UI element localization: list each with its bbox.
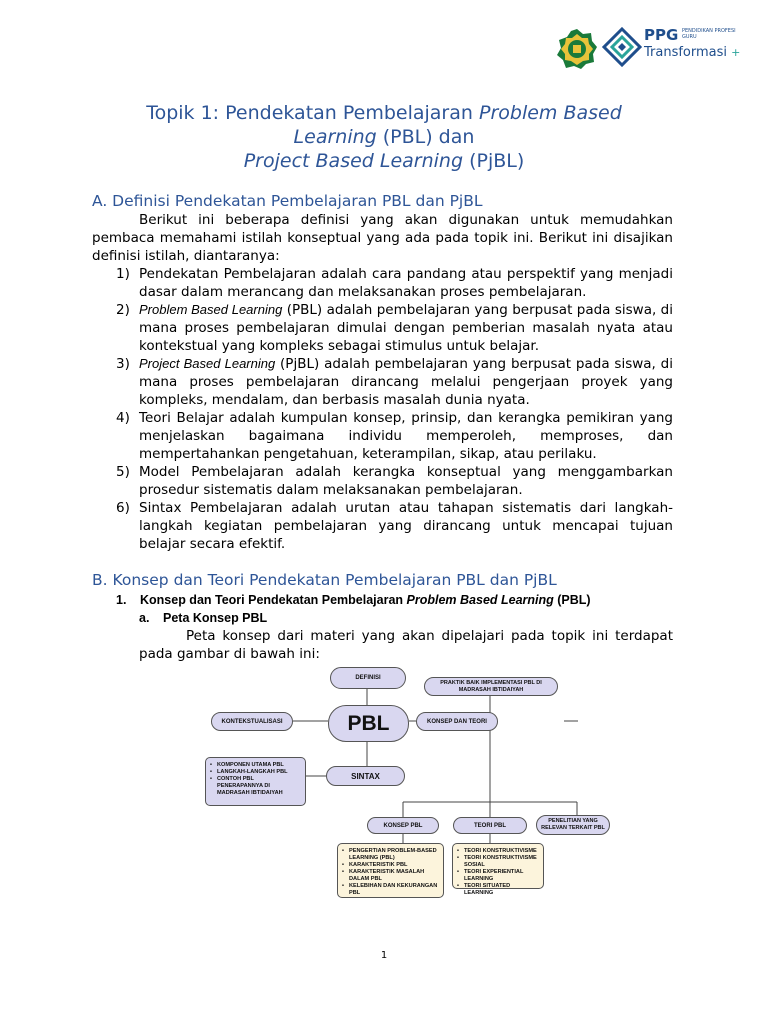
title-line1-plain: Topik 1: Pendekatan Pembelajaran bbox=[146, 102, 479, 124]
title-line3-plain: (PjBL) bbox=[463, 150, 525, 172]
list-item: • TEORI SITUATED LEARNING bbox=[457, 883, 538, 897]
list-item-number: 4) bbox=[116, 410, 130, 426]
list-item-text: Pendekatan Pembelajaran adalah cara pandang atau perspektif yang menjadi dasar dalam merancang dan melaksanakan proses pembelajaran. bbox=[139, 266, 673, 300]
ppg-small-text: PENDIDIKAN PROFESI GURU bbox=[682, 28, 736, 40]
list-item: • TEORI KONSTRUKTIVISME SOSIAL bbox=[457, 855, 538, 869]
list-item-italic: Project Based Learning bbox=[139, 356, 276, 371]
list-item-number: 3) bbox=[116, 356, 130, 372]
list-item: • PENGERTIAN PROBLEM-BASED LEARNING (PBL) bbox=[342, 848, 438, 862]
section-b-heading: B. Konsep dan Teori Pendekatan Pembelajaran PBL dan PjBL bbox=[92, 571, 557, 589]
list-item-text: (PBL) adalah pembelajaran yang berpusat pada siswa, di mana proses pembelajaran dimulai dengan pemberian masalah nyata atau kontekstual yang kompleks sebagai stimulus untuk belajar. bbox=[139, 302, 674, 354]
section-a-intro: Berikut ini beberapa definisi yang akan digunakan untuk memudahkan pembaca memahami istilah konseptual yang ada pada topik ini. Berikut ini disajikan definisi istilah, diantaranya: bbox=[92, 212, 673, 264]
page-number: 1 bbox=[380, 950, 388, 961]
node-pbl: PBL bbox=[328, 705, 409, 742]
list-item: • TEORI EXPERIENTIAL LEARNING bbox=[457, 869, 538, 883]
list-item-number: 6) bbox=[116, 500, 130, 516]
node-penelitian: PENELITIAN YANG RELEVAN TERKAIT PBL bbox=[536, 815, 610, 835]
list-item-text: Teori Belajar adalah kumpulan konsep, prinsip, dan kerangka pemikiran yang menjelaskan bagaimana individu memperoleh, memproses, dan mempertahankan pengetahuan, keterampilan, sikap, atau perilaku. bbox=[139, 410, 673, 462]
node-kontekstualisasi: KONTEKSTUALISASI bbox=[211, 712, 293, 731]
list-item-italic: Problem Based Learning bbox=[139, 302, 283, 317]
ppg-brand: PPG bbox=[644, 26, 679, 44]
list-item-text: Sintax Pembelajaran adalah urutan atau tahapan sistematis dari langkah-langkah kegiatan pembelajaran yang dirancang untuk mencapai tujuan belajar secara efektif. bbox=[139, 500, 673, 552]
teori-list bbox=[457, 848, 538, 897]
section-a-heading: A. Definisi Pendekatan Pembelajaran PBL dan PjBL bbox=[92, 192, 483, 210]
list-item-number: 5) bbox=[116, 464, 130, 480]
ppg-plus-icon: + bbox=[731, 46, 741, 59]
title-line3-italic: Project Based Learning bbox=[243, 150, 464, 172]
subsection-1-italic: Problem Based Learning bbox=[406, 593, 554, 607]
list-item: • KARAKTERISTIK MASALAH DALAM PBL bbox=[342, 869, 438, 883]
list-item: • LANGKAH-LANGKAH PBL bbox=[210, 769, 300, 776]
list-item: • KARAKTERISTIK PBL bbox=[342, 862, 438, 869]
subsection-a-title: Peta Konsep PBL bbox=[163, 611, 268, 625]
title-line2-plain: (PBL) dan bbox=[376, 126, 475, 148]
list-item-number: 1) bbox=[116, 266, 130, 282]
list-item: • KOMPONEN UTAMA PBL bbox=[210, 762, 300, 769]
subsection-1-end: (PBL) bbox=[553, 593, 591, 607]
node-konsep-dan-teori: KONSEP DAN TEORI bbox=[416, 712, 498, 731]
list-item-text: Model Pembelajaran adalah kerangka konseptual yang menggambarkan prosedur sistematis dalam melaksanakan pembelajaran. bbox=[139, 464, 673, 498]
note-komponen bbox=[205, 757, 306, 806]
node-praktik-baik: PRAKTIK BAIK IMPLEMENTASI PBL DI MADRASAH IBTIDAIYAH bbox=[424, 677, 558, 696]
node-definisi: DEFINISI bbox=[330, 667, 406, 689]
list-item-number: 2) bbox=[116, 302, 130, 318]
title-line2-italic: Learning bbox=[293, 126, 377, 148]
title-line1-italic: Problem Based bbox=[478, 102, 622, 124]
list-item: • KELEBIHAN DAN KEKURANGAN PBL bbox=[342, 883, 438, 897]
subsection-1-number: 1. bbox=[116, 593, 127, 607]
list-item: • CONTOH PBL PENERAPANNYA DI MADRASAH IBTIDAIYAH bbox=[210, 776, 300, 797]
node-sintax: SINTAX bbox=[326, 766, 405, 786]
konsep-list bbox=[342, 848, 438, 897]
note-konsep-pbl bbox=[337, 843, 444, 898]
list-item: • TEORI KONSTRUKTIVISME bbox=[457, 848, 538, 855]
node-konsep-pbl: KONSEP PBL bbox=[367, 817, 439, 834]
section-b-para: Peta konsep dari materi yang akan dipelajari pada topik ini terdapat pada gambar di bawah ini: bbox=[139, 628, 673, 662]
list-item-text: (PjBL) adalah pembelajaran yang berpusat pada siswa, di mana proses pembelajaran dirancang melalui pengerjaan proyek yang kompleks, mendalam, dan berbasis masalah dunia nyata. bbox=[139, 356, 673, 408]
komponen-list bbox=[210, 762, 300, 797]
note-teori-pbl bbox=[452, 843, 544, 896]
node-teori-pbl: TEORI PBL bbox=[453, 817, 527, 834]
subsection-a-number: a. bbox=[139, 611, 150, 625]
ppg-subtitle-text: Transformasi bbox=[644, 45, 728, 60]
subsection-1-plain: Konsep dan Teori Pendekatan Pembelajaran bbox=[140, 593, 407, 607]
